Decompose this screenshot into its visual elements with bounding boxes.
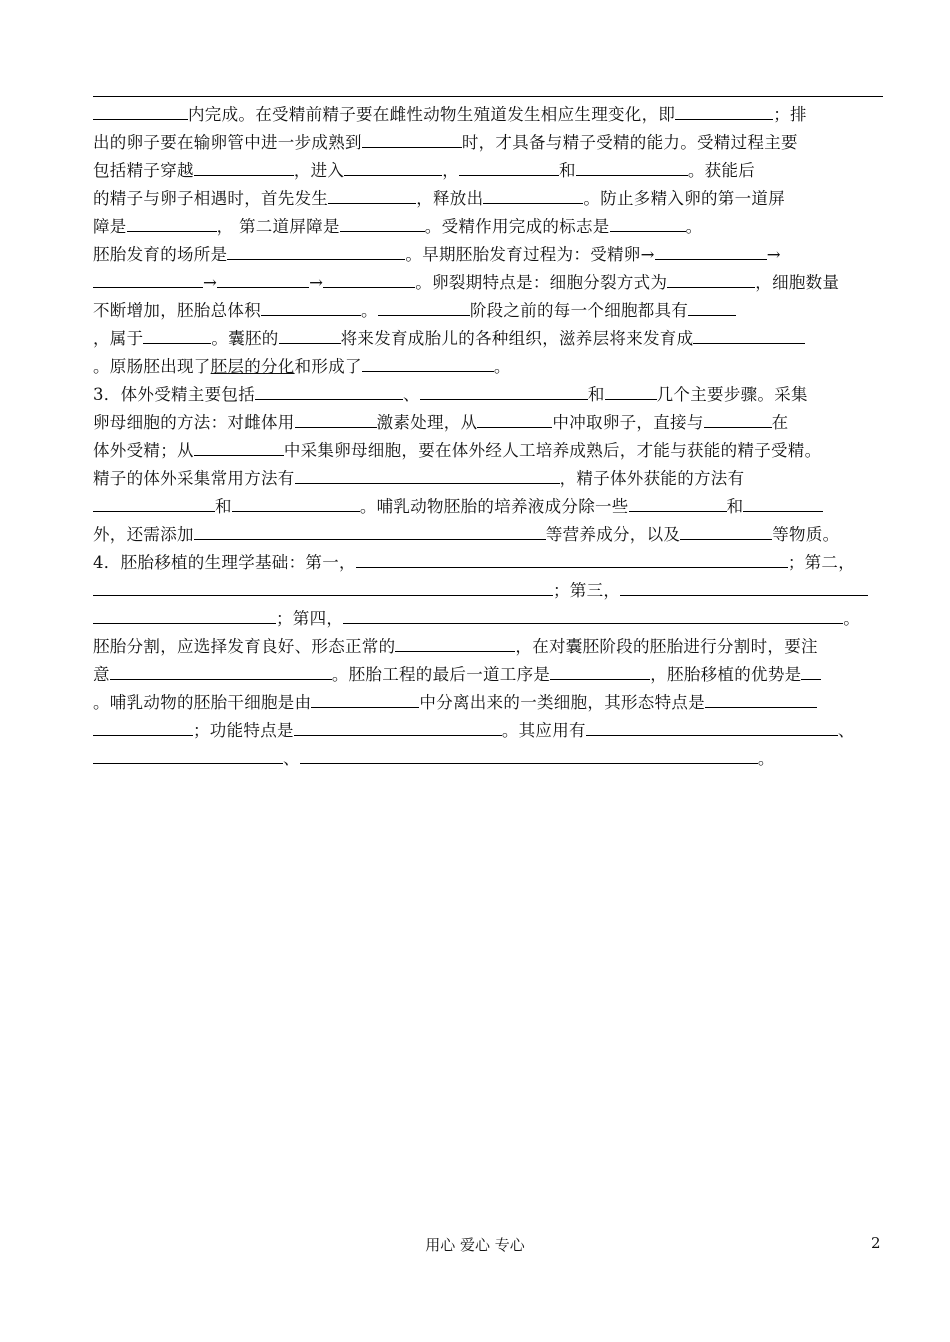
text-line: [93, 100, 893, 128]
text-segment: ， 第二道屏障是: [216, 217, 340, 236]
answer-blank[interactable]: [93, 716, 193, 736]
answer-blank[interactable]: [420, 380, 588, 400]
text-segment: 不断增加，胚胎总体积: [93, 301, 261, 320]
text-segment: 。: [361, 301, 378, 320]
text-segment: 。其应用有: [501, 721, 586, 740]
answer-blank[interactable]: [300, 744, 758, 764]
answer-blank[interactable]: [356, 548, 788, 568]
text-line: [93, 464, 893, 492]
text-segment: ，: [442, 161, 460, 180]
answer-blank[interactable]: [743, 492, 823, 512]
text-segment: ，细胞数量: [755, 273, 840, 292]
text-segment: 中分离出来的一类细胞，其形态特点是: [419, 693, 706, 712]
text-segment: 。哺乳动物的胚胎干细胞是由: [93, 693, 312, 712]
text-segment: 。囊胚的: [211, 329, 279, 348]
answer-blank[interactable]: [93, 492, 215, 512]
answer-blank[interactable]: [395, 632, 515, 652]
answer-blank[interactable]: [110, 660, 332, 680]
text-segment: ；第二，: [787, 553, 856, 572]
worksheet-body: [93, 100, 893, 772]
text-segment: 中冲取卵子，直接与: [552, 413, 704, 432]
text-segment: 、: [837, 721, 855, 740]
answer-blank[interactable]: [550, 660, 650, 680]
answer-blank[interactable]: [340, 212, 425, 232]
answer-blank[interactable]: [93, 604, 276, 624]
text-segment: 。受精作用完成的标志是: [424, 217, 610, 236]
text-segment: 等营养成分，以及: [545, 525, 681, 544]
answer-blank[interactable]: [483, 184, 583, 204]
text-segment: 外，还需添加: [93, 525, 194, 544]
answer-blank[interactable]: [477, 408, 552, 428]
answer-blank[interactable]: [93, 268, 203, 288]
text-segment: 包括精子穿越: [93, 161, 194, 180]
text-segment: 等物质。: [772, 525, 840, 544]
text-segment: 。: [757, 749, 775, 768]
text-segment: 几个主要步骤。采集: [656, 385, 808, 404]
answer-blank[interactable]: [675, 100, 773, 120]
text-segment: 、: [403, 385, 420, 404]
text-line: [93, 492, 893, 520]
answer-blank[interactable]: [127, 212, 217, 232]
text-line: [93, 548, 893, 576]
text-line: [93, 268, 893, 296]
text-segment: 意: [93, 665, 110, 684]
text-line: [93, 576, 893, 604]
text-segment: ，属于: [93, 329, 144, 348]
page-footer: 用心 爱心 专心: [425, 1236, 525, 1254]
answer-blank[interactable]: [362, 128, 462, 148]
text-segment: 4．胚胎移植的生理学基础：第一，: [93, 553, 356, 572]
answer-blank[interactable]: [576, 156, 688, 176]
text-segment: →: [309, 273, 324, 292]
answer-blank[interactable]: [294, 716, 502, 736]
answer-blank[interactable]: [343, 604, 843, 624]
text-segment: 。卵裂期特点是：细胞分裂方式为: [415, 273, 668, 292]
answer-blank[interactable]: [655, 240, 767, 260]
text-segment: 。: [685, 217, 703, 236]
answer-blank[interactable]: [680, 520, 772, 540]
answer-blank[interactable]: [629, 492, 727, 512]
text-line: [93, 352, 893, 380]
text-segment: 卵母细胞的方法：对雌体用: [93, 413, 295, 432]
header-rule: [93, 96, 883, 97]
answer-blank[interactable]: [705, 688, 817, 708]
answer-blank[interactable]: [667, 268, 755, 288]
text-line: [93, 436, 893, 464]
text-segment: 阶段之前的每一个细胞都具有: [469, 301, 689, 320]
text-segment: 。获能后: [687, 161, 756, 180]
text-segment: 内完成。在受精前精子要在雌性动物生殖道发生相应生理变化，即: [188, 105, 676, 124]
answer-blank[interactable]: [255, 380, 403, 400]
text-segment: 和形成了: [294, 357, 362, 376]
text-line: [93, 688, 893, 716]
text-line: [93, 520, 893, 548]
answer-blank[interactable]: [295, 408, 377, 428]
text-segment: 的精子与卵子相遇时，首先发生: [93, 189, 329, 208]
text-segment: 胚胎分割，应选择发育良好、形态正常的: [93, 637, 396, 656]
text-segment: 和: [726, 497, 744, 516]
text-segment: 。: [843, 609, 861, 628]
text-segment: 。: [493, 357, 511, 376]
text-segment: 。胚胎工程的最后一道工序是: [331, 665, 551, 684]
text-segment: 和: [587, 385, 605, 404]
text-segment: 。防止多精入卵的第一道屏: [583, 189, 786, 208]
answer-blank[interactable]: [459, 156, 559, 176]
answer-blank[interactable]: [232, 492, 360, 512]
answer-blank[interactable]: [279, 324, 341, 344]
page-number: 2: [871, 1234, 881, 1252]
answer-blank[interactable]: [693, 324, 805, 344]
text-segment: →: [203, 273, 218, 292]
text-line: [93, 604, 893, 632]
answer-blank[interactable]: [227, 240, 405, 260]
text-segment: 胚胎发育的场所是: [93, 245, 228, 264]
answer-blank[interactable]: [610, 212, 686, 232]
answer-blank[interactable]: [328, 184, 416, 204]
text-segment: 和: [215, 497, 232, 516]
answer-blank[interactable]: [194, 156, 294, 176]
underlined-term: 胚层的分化: [210, 357, 295, 376]
text-segment: 。原肠胚出现了: [93, 357, 211, 376]
text-line: [93, 632, 893, 660]
text-segment: 在: [771, 413, 789, 432]
text-segment: 3．体外受精主要包括: [93, 385, 255, 404]
answer-blank[interactable]: [362, 352, 494, 372]
answer-blank[interactable]: [93, 100, 188, 120]
text-line: [93, 156, 893, 184]
answer-blank[interactable]: [586, 716, 838, 736]
text-line: [93, 240, 893, 268]
answer-blank[interactable]: [801, 660, 821, 680]
answer-blank[interactable]: [378, 296, 470, 316]
text-line: [93, 380, 893, 408]
text-segment: ，胚胎移植的优势是: [650, 665, 802, 684]
answer-blank[interactable]: [605, 380, 657, 400]
answer-blank[interactable]: [194, 520, 546, 540]
text-segment: ；排: [773, 105, 807, 124]
text-segment: 。早期胚胎发育过程为：受精卵→: [405, 245, 655, 264]
answer-blank[interactable]: [620, 576, 868, 596]
text-line: [93, 212, 893, 240]
answer-blank[interactable]: [93, 744, 283, 764]
text-line: [93, 744, 893, 772]
answer-blank[interactable]: [323, 268, 415, 288]
text-segment: 中采集卵母细胞，要在体外经人工培养成熟后，才能与获能的精子受精。: [283, 441, 822, 460]
answer-blank[interactable]: [704, 408, 772, 428]
text-segment: 将来发育成胎儿的各种组织，滋养层将来发育成: [340, 329, 694, 348]
text-segment: 时，才具备与精子受精的能力。受精过程主要: [461, 133, 798, 152]
answer-blank[interactable]: [217, 268, 309, 288]
text-segment: 障是: [93, 217, 127, 236]
text-segment: ，进入: [293, 161, 345, 180]
answer-blank[interactable]: [143, 324, 211, 344]
text-line: [93, 128, 893, 156]
answer-blank[interactable]: [311, 688, 419, 708]
text-line: [93, 296, 893, 324]
text-segment: 、: [283, 749, 300, 768]
text-segment: ；第四，: [276, 609, 344, 628]
answer-blank[interactable]: [261, 296, 361, 316]
text-segment: →: [766, 245, 781, 264]
answer-blank[interactable]: [688, 296, 736, 316]
text-segment: ；第三，: [553, 581, 621, 600]
text-segment: ，释放出: [416, 189, 484, 208]
text-segment: ，在对囊胚阶段的胚胎进行分割时，要注: [515, 637, 818, 656]
text-line: [93, 660, 893, 688]
text-segment: ；功能特点是: [193, 721, 294, 740]
text-line: [93, 716, 893, 744]
text-line: [93, 408, 893, 436]
text-line: [93, 184, 893, 212]
answer-blank[interactable]: [295, 464, 560, 484]
answer-blank[interactable]: [194, 436, 284, 456]
answer-blank[interactable]: [93, 576, 553, 596]
text-line: [93, 324, 893, 352]
answer-blank[interactable]: [344, 156, 442, 176]
text-segment: 。哺乳动物胚胎的培养液成分除一些: [359, 497, 629, 516]
text-segment: ，精子体外获能的方法有: [559, 469, 745, 488]
text-segment: 精子的体外采集常用方法有: [93, 469, 295, 488]
text-segment: 激素处理，从: [376, 413, 478, 432]
text-segment: 出的卵子要在输卵管中进一步成熟到: [93, 133, 362, 152]
text-segment: 和: [559, 161, 576, 180]
text-segment: 体外受精；从: [93, 441, 194, 460]
